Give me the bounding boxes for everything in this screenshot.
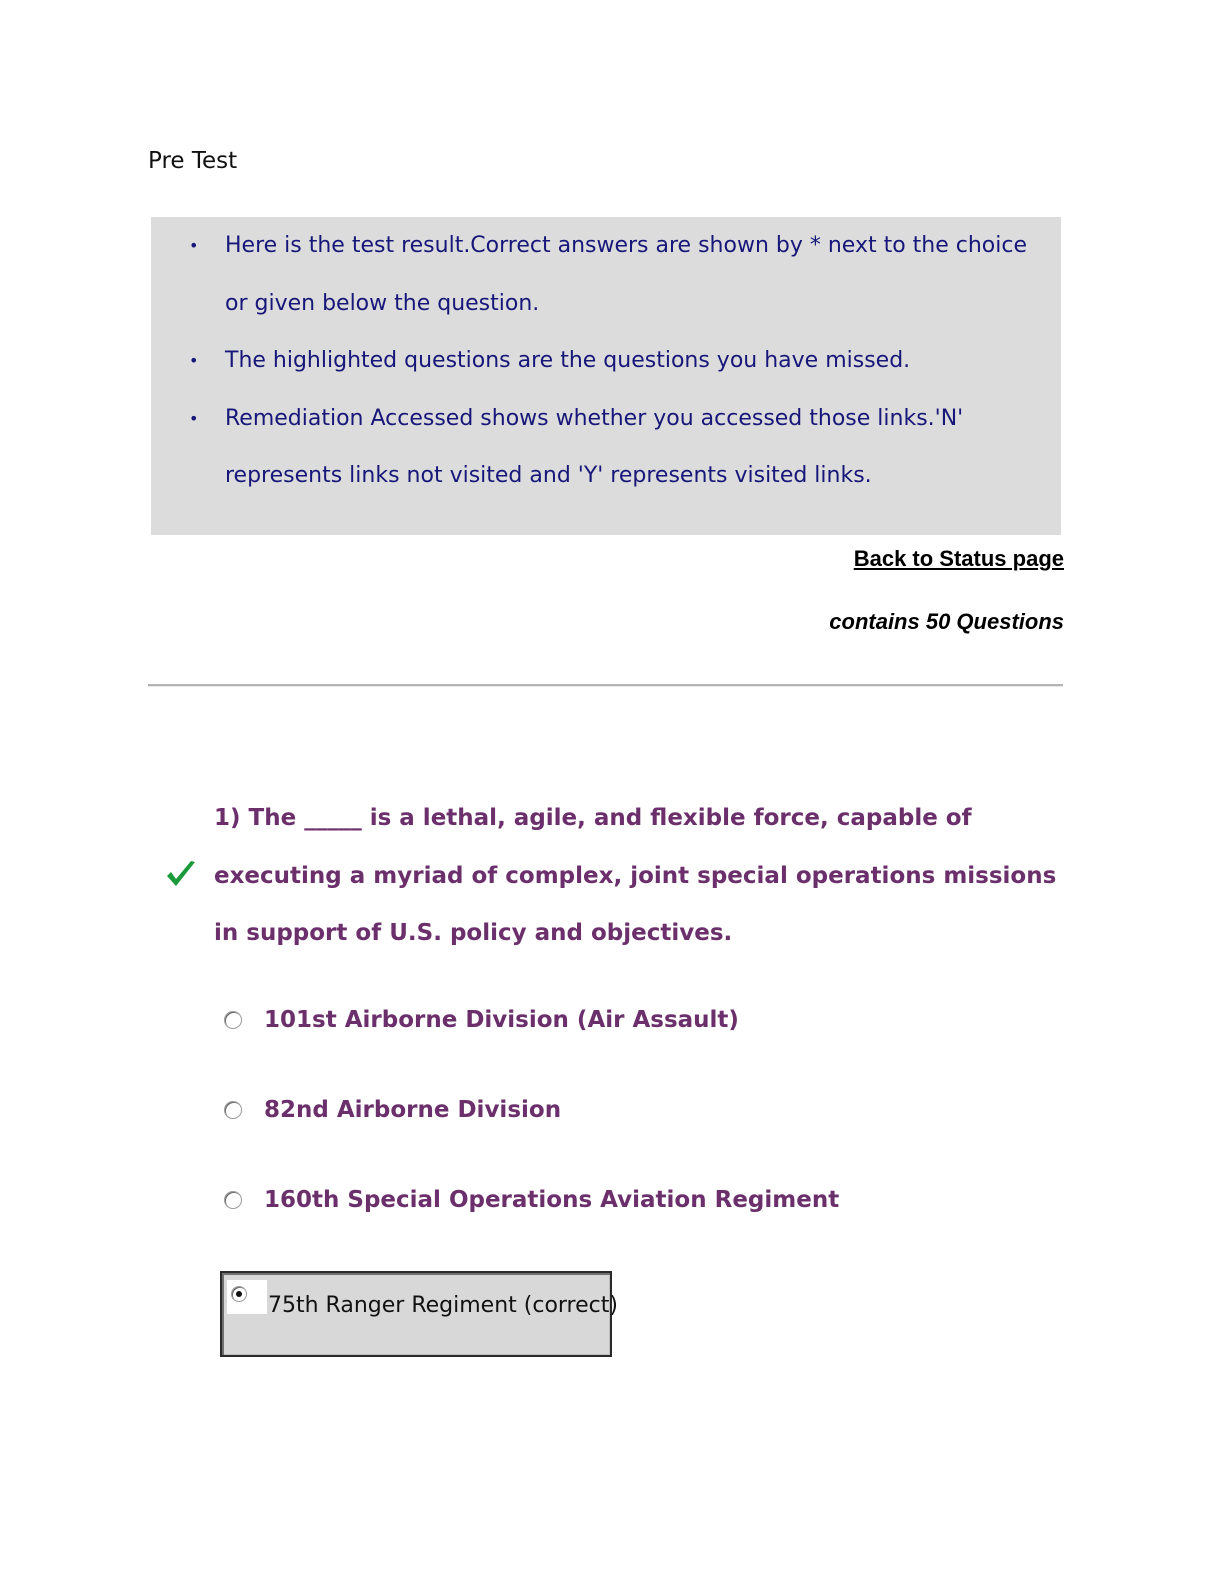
bullet-icon: • — [189, 351, 199, 370]
instruction-text: Here is the test result.Correct answers are shown by * next to the choice or given below the question. — [225, 233, 1028, 316]
question-count: contains 50 Questions — [829, 609, 1064, 634]
option-label: 160th Special Operations Aviation Regiment — [264, 1187, 840, 1213]
instructions-list — [151, 217, 1061, 505]
instruction-text: The highlighted questions are the questions you have missed. — [225, 348, 911, 373]
correct-answer-option[interactable] — [220, 1271, 618, 1357]
option-label: 82nd Airborne Division — [264, 1097, 562, 1123]
radio-button[interactable] — [224, 1101, 242, 1119]
question-text: 1) The _____ is a lethal, agile, and flexible force, capable of executing a myriad of complex, joint special operations missions in support of U.S. policy and objectives. — [214, 805, 1057, 946]
radio-dot-icon — [236, 1291, 242, 1297]
bullet-icon: • — [189, 236, 199, 255]
back-to-status-link[interactable]: Back to Status page — [853, 546, 1064, 571]
radio-button[interactable] — [224, 1191, 242, 1209]
option-label: 75th Ranger Regiment (correct) — [268, 1293, 618, 1318]
page-title: Pre Test — [148, 148, 238, 174]
instruction-item — [151, 217, 1061, 332]
radio-button[interactable] — [224, 1011, 242, 1029]
checkmark-icon — [164, 858, 198, 892]
option-label: 101st Airborne Division (Air Assault) — [264, 1007, 739, 1033]
selected-radio-button[interactable] — [231, 1286, 247, 1302]
instructions-panel — [151, 217, 1061, 535]
instruction-text: Remediation Accessed shows whether you accessed those links.'N' represents links not visited and 'Y' represents visited links. — [225, 405, 964, 488]
instruction-item — [151, 332, 1061, 390]
bullet-icon: • — [189, 408, 199, 428]
section-divider — [148, 684, 1063, 687]
instruction-item — [151, 390, 1061, 505]
radio-cell — [227, 1280, 267, 1314]
